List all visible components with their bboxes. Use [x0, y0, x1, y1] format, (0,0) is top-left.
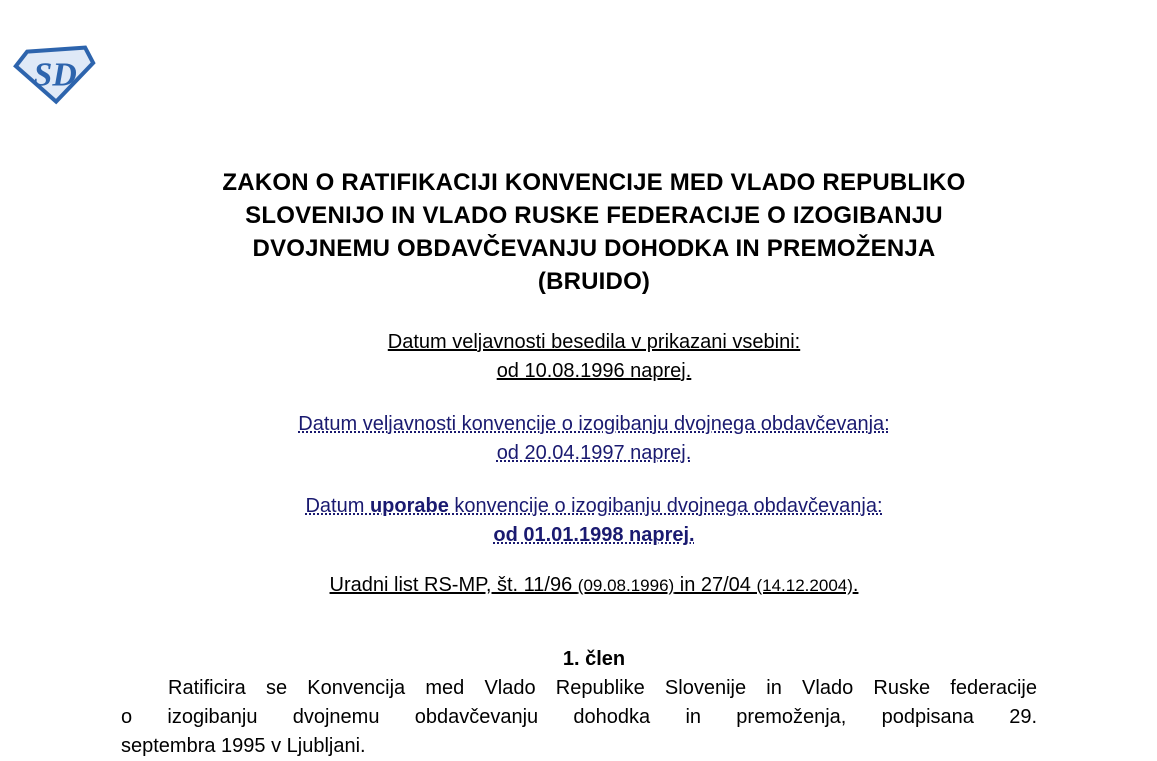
gazette-text: .: [852, 574, 859, 596]
sd-logo-letters: SD: [33, 56, 77, 94]
paragraph-line: Ratificira se Konvencija med Vlado Republike Slovenije in Vlado Ruske federacije: [168, 677, 1037, 699]
convention-validity-link-date[interactable]: od 20.04.1997 naprej.: [496, 442, 692, 464]
heading-text-bold: uporabe: [369, 495, 449, 517]
gazette-text: Uradni list RS-MP, št. 11/96: [329, 574, 578, 596]
validity-heading: Datum veljavnosti besedila v prikazani vsebini:: [387, 331, 801, 353]
convention-application-link-date[interactable]: od 01.01.1998 naprej.: [493, 524, 695, 546]
heading-text: Datum: [305, 495, 370, 517]
validity-block: [151, 328, 1037, 386]
gazette-date: (14.12.2004): [756, 576, 853, 595]
article-1-heading: 1. člen: [562, 648, 626, 670]
convention-validity-link-heading[interactable]: Datum veljavnosti konvencije o izogibanju dvojnega obdavčevanja:: [298, 413, 890, 435]
title-line: SLOVENIJO IN VLADO RUSKE FEDERACIJE O IZOGIBANJU: [245, 202, 943, 229]
sd-logo: [12, 46, 97, 104]
title-line: (BRUIDO): [537, 268, 651, 295]
paragraph-line: o izogibanju dvojnemu obdavčevanju dohodka in premoženja, podpisana 29.: [121, 706, 1037, 728]
heading-text: konvencije o izogibanju dvojnega obdavčevanja:: [448, 495, 883, 517]
official-gazette-reference: [151, 571, 1037, 600]
convention-application-link-heading[interactable]: [151, 492, 1037, 521]
sd-logo-icon: [12, 46, 97, 104]
gazette-text: in 27/04: [674, 574, 757, 596]
article-1-paragraph: [121, 674, 1037, 761]
title-line: DVOJNEMU OBDAVČEVANJU DOHODKA IN PREMOŽENJA: [252, 235, 936, 262]
title-line: ZAKON O RATIFIKACIJI KONVENCIJE MED VLADO REPUBLIKO: [222, 169, 966, 196]
document-title: [151, 166, 1037, 298]
validity-date: od 10.08.1996 naprej.: [496, 360, 692, 382]
gazette-date: (09.08.1996): [577, 576, 675, 595]
convention-application-block: [151, 492, 1037, 550]
paragraph-line: septembra 1995 v Ljubljani.: [121, 735, 366, 757]
convention-validity-block: [151, 410, 1037, 468]
document-content: [121, 0, 1037, 761]
